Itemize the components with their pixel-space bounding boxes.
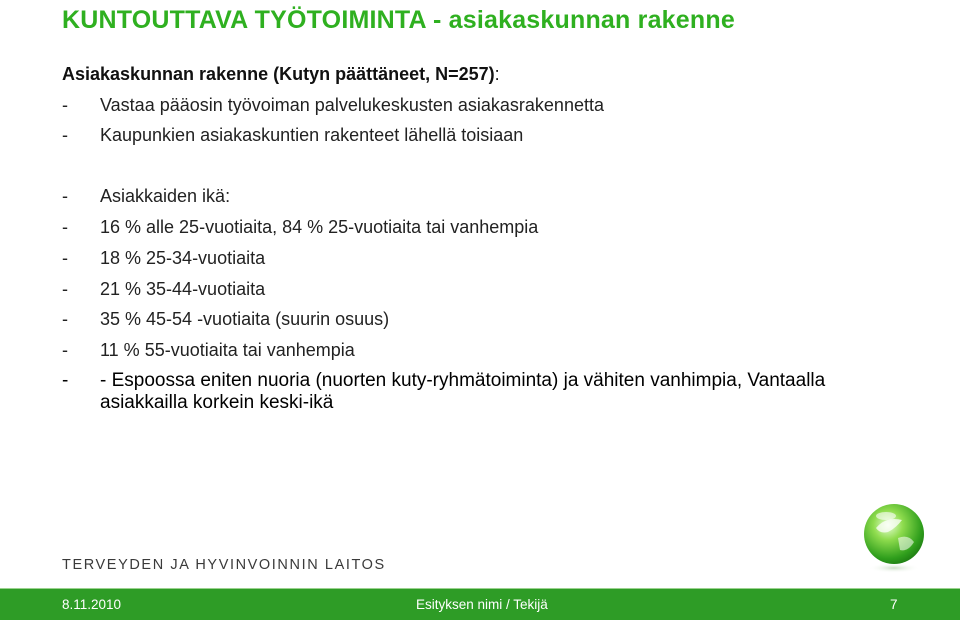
bullet-text: 21 % 35-44-vuotiaita — [100, 279, 266, 299]
footer-bar — [0, 588, 960, 620]
bullet-dash: - — [62, 309, 68, 329]
bullet-text: Vastaa pääosin työvoiman palvelukeskusten asiakasrakennetta — [100, 95, 604, 115]
subtitle-text: Asiakaskunnan rakenne (Kutyn päättäneet, N=257) — [62, 64, 495, 84]
bullet-text: Kaupunkien asiakaskuntien rakenteet lähellä toisiaan — [100, 125, 524, 145]
organization-logo-text: TERVEYDEN JA HYVINVOINNIN LAITOS — [62, 557, 386, 573]
bullet-text: 18 % 25-34-vuotiaita — [100, 248, 266, 268]
bullet-text: 35 % 45-54 -vuotiaita (suurin osuus) — [100, 309, 390, 329]
bullet-dash: - — [62, 370, 69, 391]
footer-presentation-author: Esityksen nimi / Tekijä — [416, 597, 548, 612]
bullet-dash: - — [62, 186, 68, 206]
bullet-dash: - — [62, 95, 68, 115]
bullet-text: 16 % alle 25-vuotiaita, 84 % 25-vuotiaita tai vanhempia — [100, 217, 539, 237]
slide-title: KUNTOUTTAVA TYÖTOIMINTA - asiakaskunnan rakenne — [62, 6, 735, 34]
bullet-dash: - — [62, 340, 68, 360]
slide-subtitle — [62, 64, 500, 85]
subtitle-colon: : — [494, 64, 500, 84]
green-globe-icon — [858, 502, 930, 574]
bullet-text: Asiakkaiden ikä: — [100, 186, 231, 206]
footer-date: 8.11.2010 — [62, 597, 122, 612]
bullet-text: - Espoossa eniten nuoria (nuorten kuty-ryhmätoiminta) ja vähiten vanhimpia, Vantaalla asiakkailla korkein keski-ikä — [100, 370, 826, 413]
footer-page-number: 7 — [890, 597, 898, 612]
bullet-dash: - — [62, 125, 68, 145]
bullet-dash: - — [62, 279, 68, 299]
bullet-dash: - — [62, 248, 68, 268]
bullet-text: 11 % 55-vuotiaita tai vanhempia — [100, 340, 355, 360]
bullet-dash: - — [62, 217, 68, 237]
